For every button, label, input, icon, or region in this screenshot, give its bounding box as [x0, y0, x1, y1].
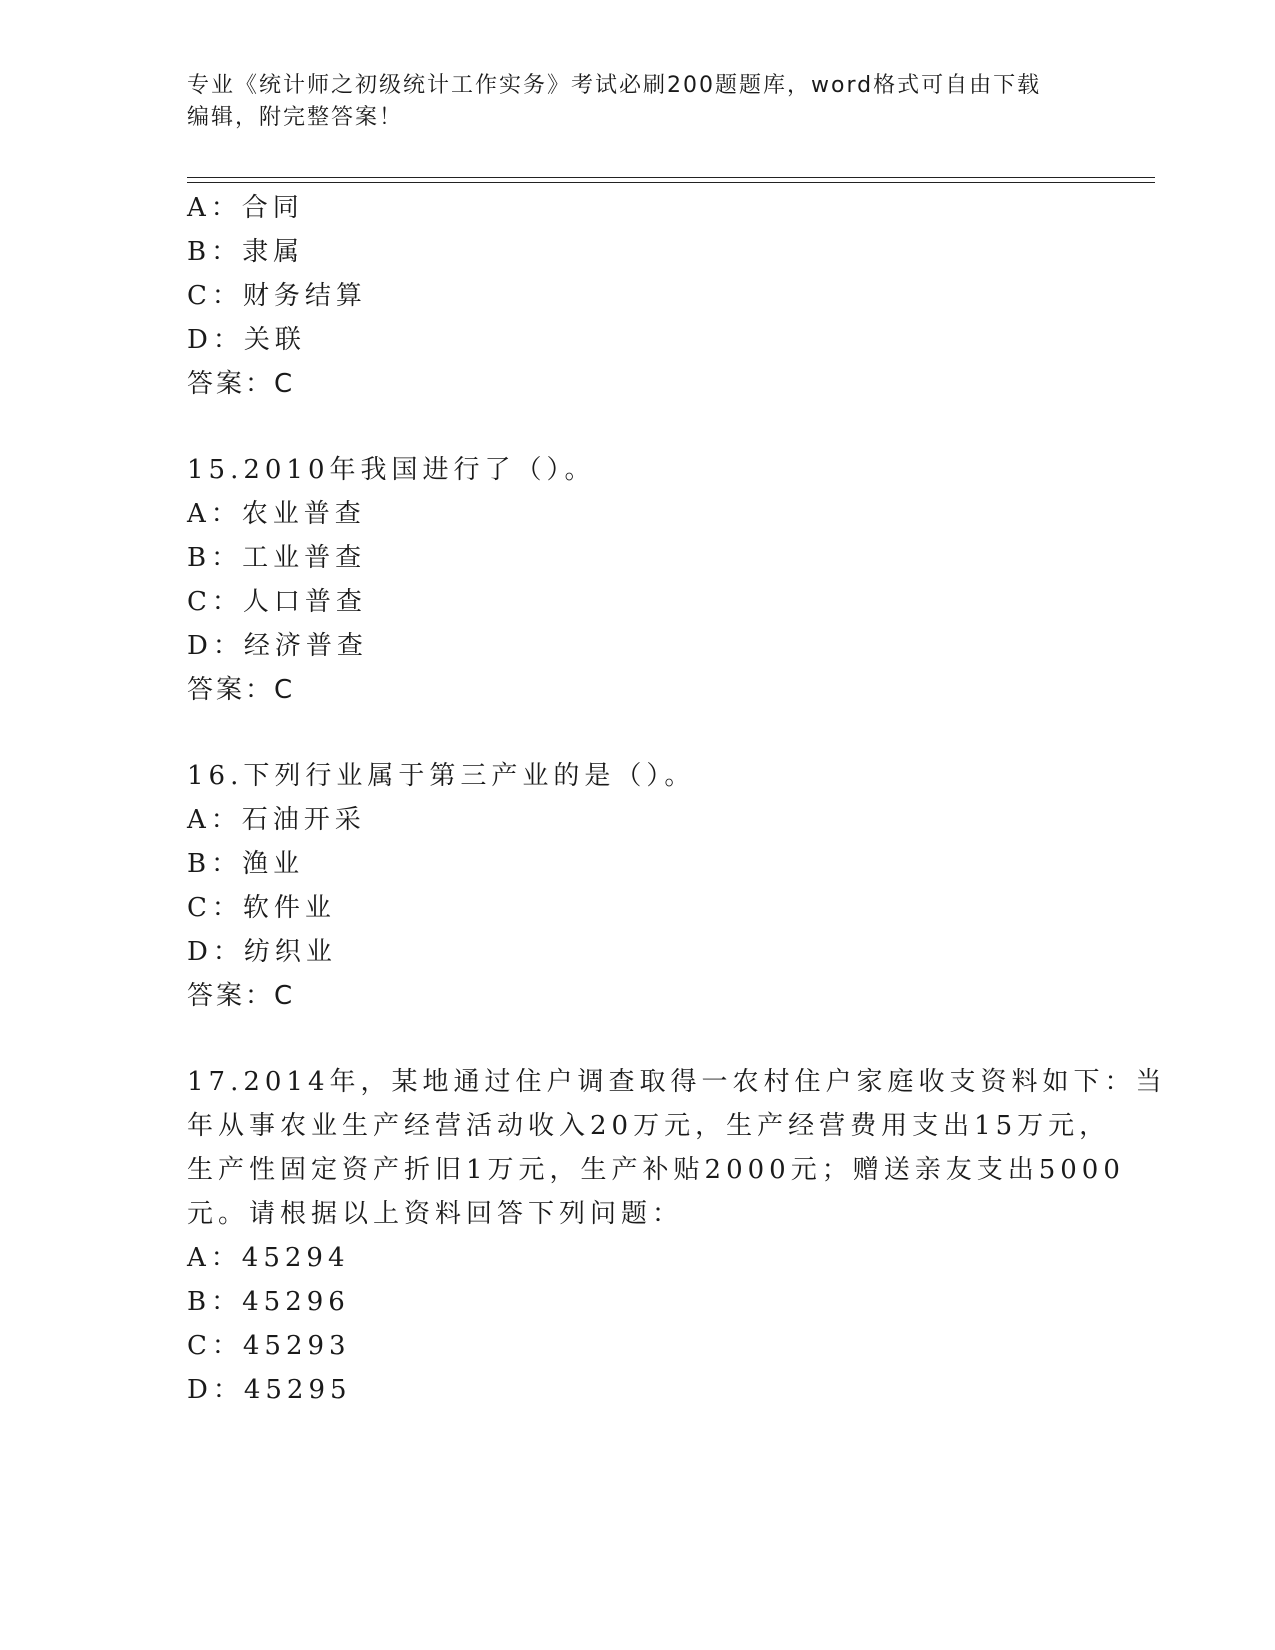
q14-option-b: B：隶属: [187, 237, 305, 267]
q14-answer: 答案：C: [187, 369, 296, 399]
header-divider-bottom: [187, 182, 1155, 183]
q16-option-b: B：渔业: [187, 849, 305, 879]
q15-question: 15.2010年我国进行了（）。: [187, 455, 596, 485]
header-line-2: 编辑，附完整答案！: [187, 105, 404, 130]
q17-option-d: D：45295: [187, 1375, 352, 1405]
header-divider-top: [187, 177, 1155, 178]
q15-option-c: C：人口普查: [187, 587, 367, 617]
q15-option-a: A：农业普查: [187, 499, 366, 529]
q16-option-a: A：石油开采: [187, 805, 366, 835]
q17-question-line-1: 17.2014年，某地通过住户调查取得一农村住户家庭收支资料如下：当: [187, 1067, 1167, 1097]
q16-answer: 答案：C: [187, 981, 296, 1011]
q14-option-a: A：合同: [187, 193, 304, 223]
document-header: [187, 70, 1067, 134]
q16-option-d: D：纺织业: [187, 937, 337, 967]
q17-option-b: B：45296: [187, 1287, 350, 1317]
q15-answer: 答案：C: [187, 675, 296, 705]
q16-question: 16.下列行业属于第三产业的是（）。: [187, 761, 696, 791]
q15-option-b: B：工业普查: [187, 543, 367, 573]
q14-option-d: D：关联: [187, 325, 306, 355]
q17-question-line-3: 生产性固定资产折旧1万元，生产补贴2000元；赠送亲友支出5000: [187, 1155, 1125, 1185]
q17-option-a: A：45294: [187, 1243, 350, 1273]
q14-option-c: C：财务结算: [187, 281, 367, 311]
q17-question-line-2: 年从事农业生产经营活动收入20万元，生产经营费用支出15万元，: [187, 1111, 1111, 1141]
q16-option-c: C：软件业: [187, 893, 336, 923]
q17-option-c: C：45293: [187, 1331, 351, 1361]
q15-option-d: D：经济普查: [187, 631, 368, 661]
q17-question-line-4: 元。请根据以上资料回答下列问题：: [187, 1199, 684, 1229]
header-line-1: 专业《统计师之初级统计工作实务》考试必刷200题题库，word格式可自由下载: [187, 73, 1042, 98]
